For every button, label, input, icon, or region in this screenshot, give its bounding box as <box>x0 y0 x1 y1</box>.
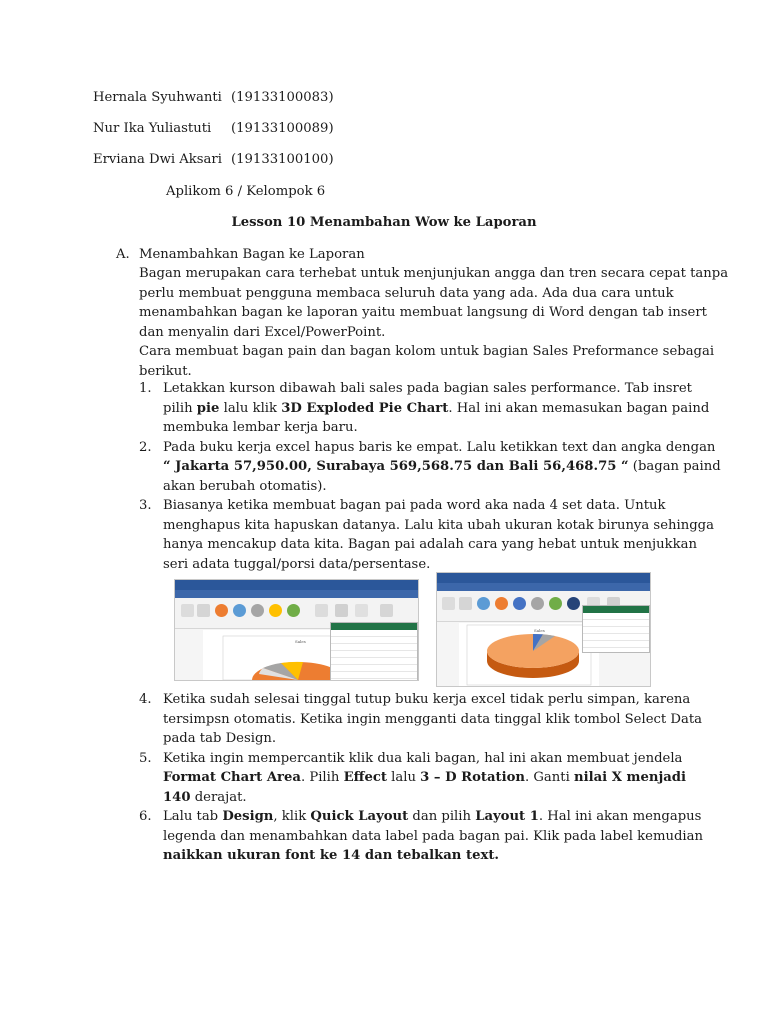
text-line: Biasanya ketika membuat bagan pai pada word aka nada 4 set data. Untuk <box>163 498 666 513</box>
list-item <box>139 749 687 808</box>
text-line: pilih pie lalu klik 3D Exploded Pie Chart. Hal ini akan memasukan bagan paind <box>163 400 710 416</box>
section-letter: A. <box>116 247 130 262</box>
screenshot-word-pie <box>436 572 651 687</box>
text-line: legenda dan menambahkan data label pada bagan pai. Klik pada label kemudian <box>163 828 703 844</box>
lesson-title: Lesson 10 Menambahan Wow ke Laporan <box>231 215 537 230</box>
text-line: menghapus kita hapuskan datanya. Lalu kita ubah ukuran kotak birunya sehingga <box>163 517 714 533</box>
author-name: Hernala Syuhwanti <box>93 90 222 105</box>
steps-list-continued <box>139 690 703 866</box>
text-line: Lalu tab Design, klik Quick Layout dan pilih Layout 1. Hal ini akan mengapus <box>163 809 702 824</box>
text-line: membuka lembar kerja baru. <box>163 420 358 435</box>
list-item <box>139 379 710 438</box>
item-number: 4. <box>139 692 152 707</box>
steps-list <box>139 379 721 574</box>
text-line: seri adata tuggal/porsi data/persentase. <box>163 556 431 572</box>
text-line: tersimpsn otomatis. Ketika ingin mengganti data tinggal klik tombol Select Data <box>163 711 702 727</box>
item-number: 3. <box>139 498 152 513</box>
author-row <box>93 119 334 139</box>
text-line: pada tab Design. <box>163 731 277 746</box>
list-item <box>139 690 702 749</box>
section-heading: Menambahkan Bagan ke Laporan <box>139 247 365 262</box>
author-nim: (19133100089) <box>231 121 334 136</box>
author-nim: (19133100083) <box>231 90 334 105</box>
text-line: Ketika ingin mempercantik klik dua kali bagan, hal ini akan membuat jendela <box>163 750 683 766</box>
text-line: akan berubah otomatis). <box>163 478 327 494</box>
text-line: Pada buku kerja excel hapus baris ke empat. Lalu ketikkan text dan angka dengan <box>163 439 716 455</box>
group-label: Aplikom 6 / Kelompok 6 <box>166 184 326 199</box>
author-row <box>93 150 334 170</box>
svg-text:Sales: Sales <box>295 639 306 644</box>
author-name: Erviana Dwi Aksari <box>93 152 222 167</box>
text-line: hanya mencakup data kita. Bagan pai adalah cara yang hebat untuk menjukkan <box>163 537 697 552</box>
chart-area <box>459 623 599 686</box>
text-line: berikut. <box>139 363 192 379</box>
text-line: Format Chart Area. Pilih Effect lalu 3 – D Rotation. Ganti nilai X menjadi <box>163 770 687 785</box>
text-line: Ketika sudah selesai tinggal tutup buku kerja excel tidak perlu simpan, karena <box>163 692 691 707</box>
svg-text:Sales: Sales <box>534 628 545 633</box>
list-item <box>139 496 714 574</box>
excel-sheet-window <box>582 605 650 653</box>
item-number: 5. <box>139 750 152 766</box>
text-line: Cara membuat bagan pain dan bagan kolom untuk bagian Sales Preformance sebagai <box>139 344 715 359</box>
item-number: 6. <box>139 809 152 824</box>
text-line: “ Jakarta 57,950.00, Surabaya 569,568.75 dan Bali 56,468.75 “ (bagan paind <box>163 459 721 474</box>
item-number: 1. <box>139 381 152 396</box>
screenshot-word-excel <box>174 579 419 681</box>
author-row <box>93 88 334 108</box>
intro-paragraph <box>139 264 729 381</box>
text-line: Bagan merupakan cara terhebat untuk menjunjukan angga dan tren secara cepat tanpa <box>139 266 729 281</box>
text-line: naikkan ukuran font ke 14 dan tebalkan text. <box>163 848 500 863</box>
text-line: menambahkan bagan ke laporan yaitu membuat langsung di Word dengan tab insert <box>139 305 707 320</box>
list-item <box>139 807 703 866</box>
text-line: Letakkan kurson dibawah bali sales pada bagian sales performance. Tab insret <box>163 381 692 396</box>
list-item <box>139 438 721 497</box>
pie-chart-thumbnail <box>459 623 599 686</box>
author-name: Nur Ika Yuliastuti <box>93 121 212 136</box>
author-nim: (19133100100) <box>231 152 334 167</box>
excel-sheet-window <box>330 622 418 681</box>
text-line: dan menyalin dari Excel/PowerPoint. <box>139 324 386 340</box>
text-line: perlu membuat pengguna membaca seluruh data yang ada. Ada dua cara untuk <box>139 285 674 301</box>
text-line: 140 derajat. <box>163 789 247 805</box>
item-number: 2. <box>139 439 152 455</box>
